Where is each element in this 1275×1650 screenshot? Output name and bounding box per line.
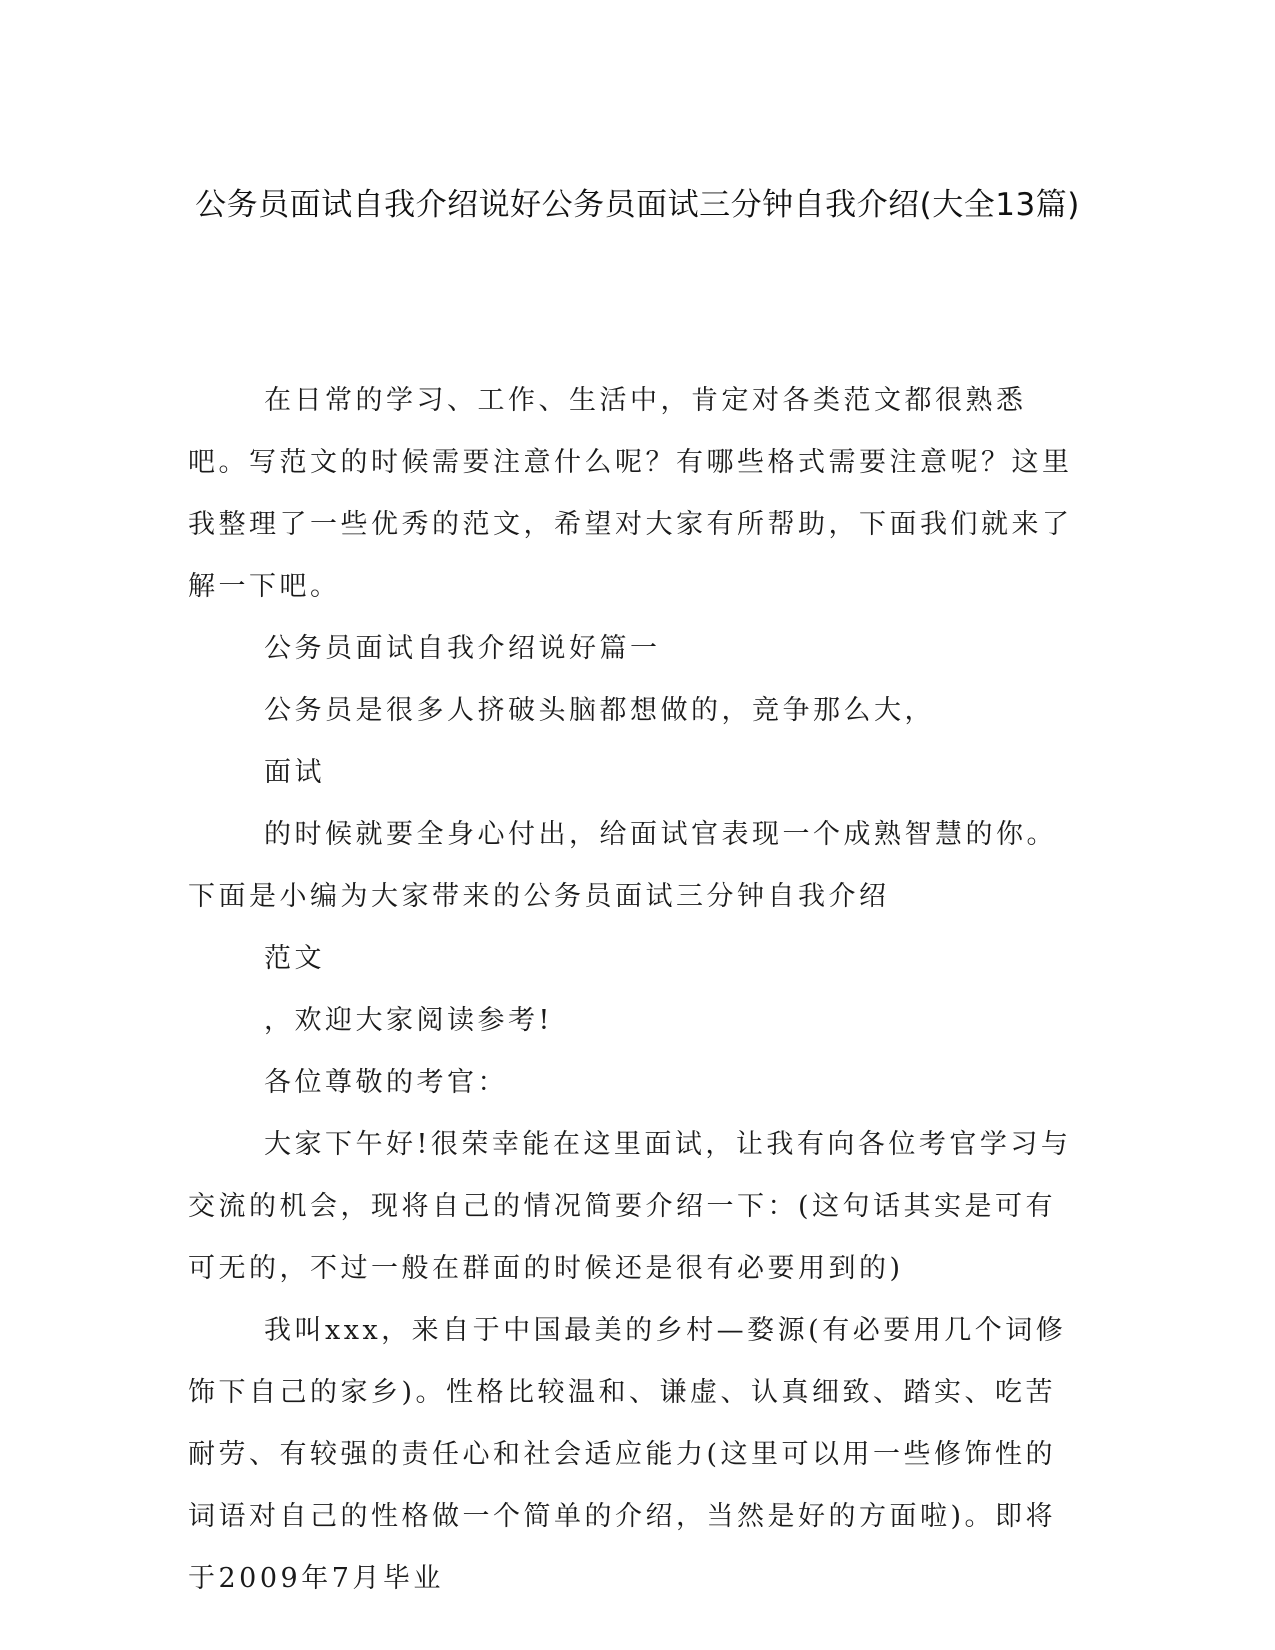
paragraph: 公务员是很多人挤破头脑都想做的，竞争那么大， <box>264 695 935 726</box>
paragraph-salutation: 各位尊敬的考官： <box>264 1067 508 1098</box>
paragraph-section-heading: 公务员面试自我介绍说好篇一 <box>264 633 661 664</box>
paragraph: 大家下午好!很荣幸能在这里面试，让我有向各位考官学习与交流的机会，现将自己的情况简要介绍一下：(这句话其实是可有可无的，不过一般在群面的时候还是很有必要用到的) <box>188 1129 1072 1284</box>
document-title: 公务员面试自我介绍说好公务员面试三分钟自我介绍(大全13篇) <box>195 187 1080 223</box>
paragraph: 范文 <box>264 943 325 974</box>
paragraph: 的时候就要全身心付出，给面试官表现一个成熟智慧的你。下面是小编为大家带来的公务员面试三分钟自我介绍 <box>188 819 1057 912</box>
document-body <box>188 370 1083 1610</box>
paragraph: ，欢迎大家阅读参考! <box>264 1005 553 1036</box>
paragraph-intro: 在日常的学习、工作、生活中，肯定对各类范文都很熟悉吧。写范文的时候需要注意什么呢？有哪些格式需要注意呢？这里我整理了一些优秀的范文，希望对大家有所帮助，下面我们就来了解一下吧。 <box>188 385 1073 602</box>
paragraph: 我叫xxx，来自于中国最美的乡村—婺源(有必要用几个词修饰下自己的家乡)。性格比较温和、谦虚、认真细致、踏实、吃苦耐劳、有较强的责任心和社会适应能力(这里可以用一些修饰性的词语对自己的性格做一个简单的介绍，当然是好的方面啦)。即将于2009年7月毕业 <box>188 1315 1067 1594</box>
paragraph: 面试 <box>264 757 325 788</box>
